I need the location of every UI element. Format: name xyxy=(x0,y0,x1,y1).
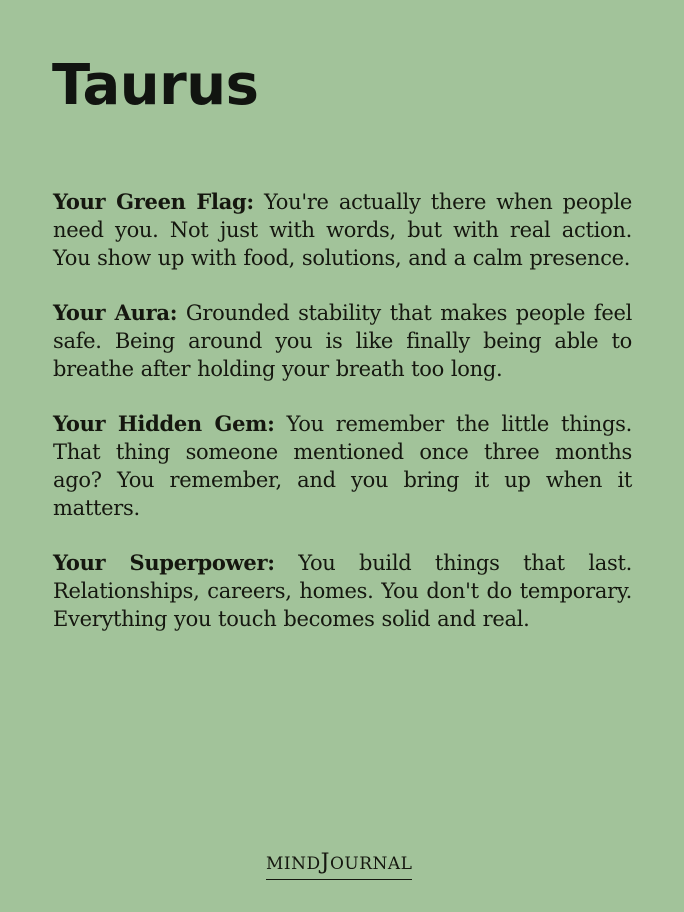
traits-list xyxy=(53,188,632,660)
green-flag-text: You're actually there when people need you. Not just with words, but with real action. You show up with food, solutions, and a calm presence. xyxy=(53,190,632,270)
brand-part1: MIND xyxy=(266,854,321,874)
brand-initial: J xyxy=(320,850,330,875)
aura-paragraph xyxy=(53,299,632,383)
brand-logo xyxy=(266,850,412,880)
green-flag-paragraph xyxy=(53,188,632,272)
hidden-gem-text: You remember the little things. That thing someone mentioned once three months ago? You remember, and you bring it up when it matters. xyxy=(53,412,632,520)
superpower-label: Your Superpower: xyxy=(53,550,275,575)
hidden-gem-label: Your Hidden Gem: xyxy=(53,411,275,436)
aura-label: Your Aura: xyxy=(53,300,178,325)
green-flag-label: Your Green Flag: xyxy=(53,189,254,214)
aura-text: Grounded stability that makes people feel safe. Being around you is like finally being able to breathe after holding your breath too long. xyxy=(53,301,632,381)
hidden-gem-paragraph xyxy=(53,410,632,522)
superpower-text: You build things that last. Relationships, careers, homes. You don't do temporary. Everything you touch becomes solid and real. xyxy=(53,551,632,631)
superpower-paragraph xyxy=(53,549,632,633)
brand-part2: OURNAL xyxy=(329,854,413,874)
page-title: Taurus xyxy=(52,53,259,118)
